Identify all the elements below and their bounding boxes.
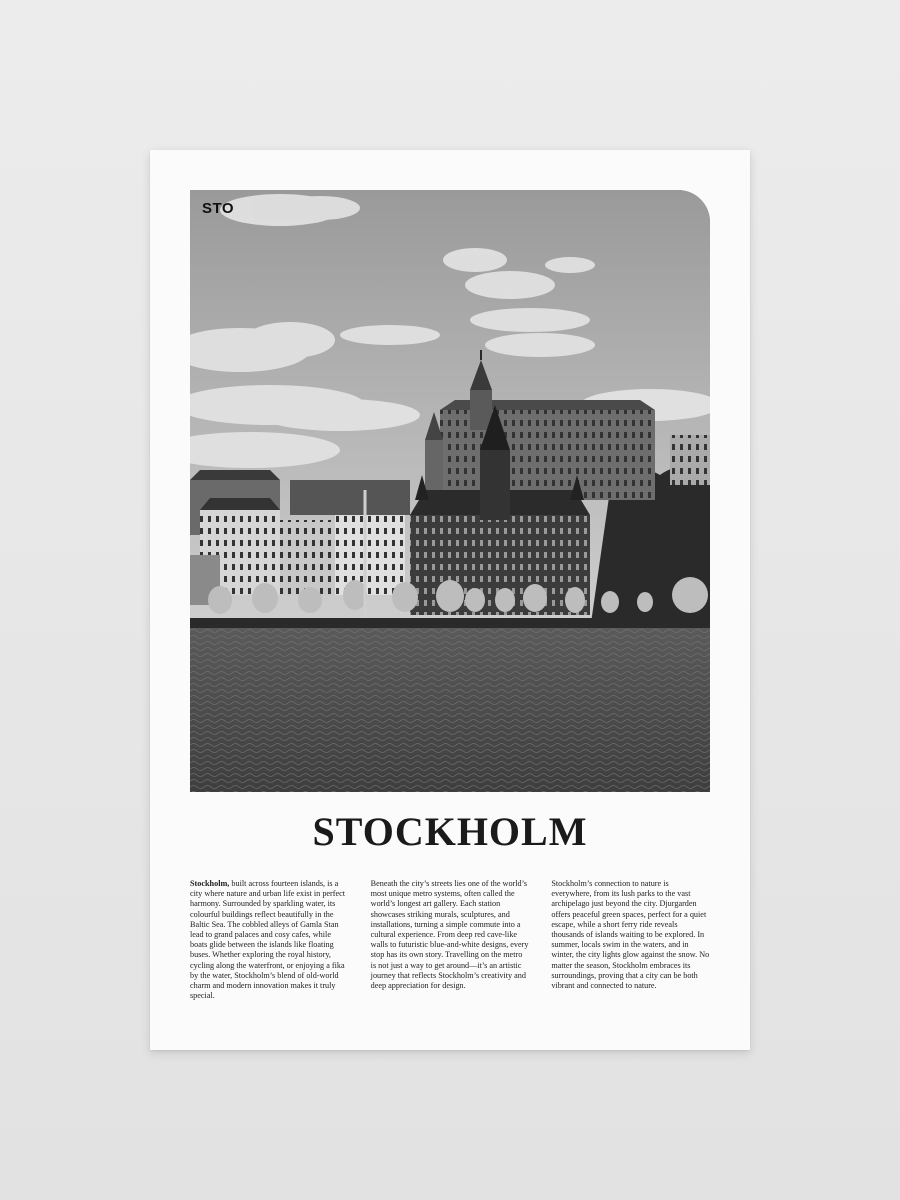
poster	[150, 150, 750, 1050]
poster-title: STOCKHOLM	[312, 809, 588, 854]
text-column-1	[190, 879, 349, 1001]
city-photo	[190, 190, 710, 792]
column-1-lead: Stockholm,	[190, 879, 230, 888]
text-columns	[190, 879, 710, 1001]
column-1-body: built across fourteen islands, is a city where nature and urban life exist in perfect harmony. Surrounded by sparkling water, its colourful buildings reflect beautifully in the Baltic Sea. The cobbled alleys of Gamla Stan lead to grand palaces and cosy cafes, while boats glide between the islands like floating buses. Whether exploring the royal history, cycling along the waterfront, or enjoying a fika by the water, Stockholm’s blend of old-world charm and modern innovation makes it truly special.	[190, 879, 346, 1001]
city-code: STO	[202, 200, 235, 217]
text-column-3: Stockholm’s connection to nature is everywhere, from its lush parks to the vast archipelago just beyond the city. Djurgarden offers peaceful green spaces, perfect for a quiet escape, while a short ferry ride reveals thousands of islands waiting to be explored. In summer, locals swim in the waters, and in winter, the city lights glow against the snow. No matter the season, Stockholm embraces its surroundings, proving that a city can be both vibrant and connected to nature.	[551, 879, 710, 991]
stockholm-waterfront-image	[190, 190, 710, 792]
text-column-2: Beneath the city’s streets lies one of the world’s most unique metro systems, often called the world’s longest art gallery. Each station showcases striking murals, sculptures, and installations, turning a simple commute into a cultural experience. From deep red cave-like walls to futuristic blue-and-white designs, every stop has its own story. Travelling on the metro is not just a way to get around—it’s an artistic journey that reflects Stockholm’s creativity and deep appreciation for design.	[370, 879, 529, 991]
